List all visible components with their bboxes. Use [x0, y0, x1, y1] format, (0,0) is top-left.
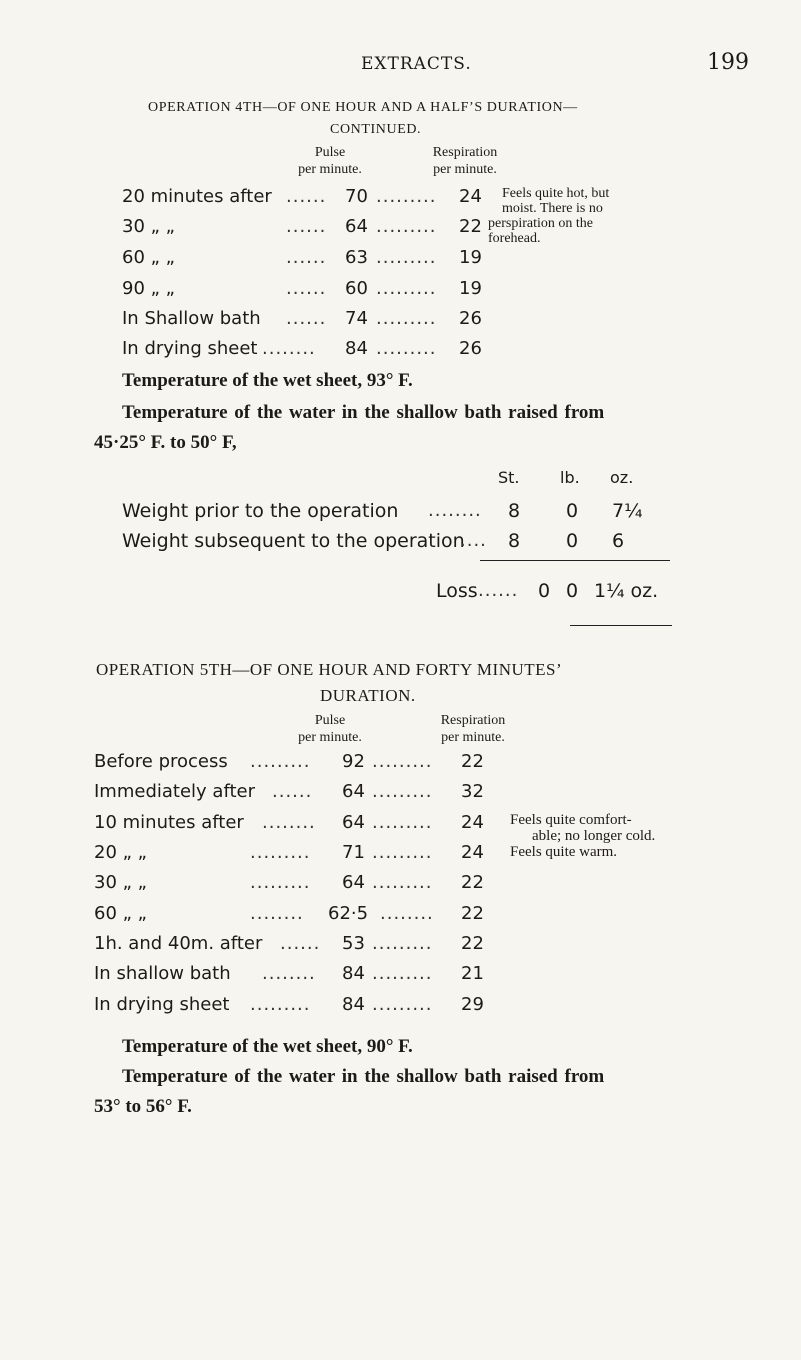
- op5-title: OPERATION 5TH—OF ONE HOUR AND FORTY MINUTES’: [96, 660, 563, 679]
- op5-respiration-header: Respiration per minute.: [440, 713, 506, 745]
- table-row: 1h. and 40m. after ...... 53 ......... 22: [94, 933, 484, 954]
- weight-subsequent-st: 8: [508, 530, 521, 552]
- weight-loss-oz: 1¼ oz.: [594, 580, 659, 602]
- weight-header-st: St.: [498, 468, 520, 487]
- table-row: Immediately after ...... 64 ......... 32: [94, 781, 484, 802]
- op5-pulse-header: Pulse per minute.: [298, 713, 362, 745]
- weight-prior-oz: 7¼: [612, 500, 643, 522]
- page-number: 199: [707, 50, 749, 75]
- weight-header-lb: lb.: [560, 468, 580, 487]
- weight-subsequent-lb: 0: [566, 530, 579, 552]
- table-row: In drying sheet ......... 84 ......... 29: [94, 994, 484, 1015]
- table-row: In shallow bath ........ 84 ......... 21: [94, 963, 484, 984]
- weight-subsequent-oz: 6: [612, 530, 625, 552]
- table-row: 60 „ „ ........ 62·5 ........ 22: [94, 903, 484, 924]
- table-row: 10 minutes after ........ 64 ......... 24: [94, 812, 484, 833]
- op4-respiration-header: Respiration per minute.: [432, 145, 498, 177]
- weight-loss-st: 0: [538, 580, 551, 602]
- op4-water-temperature: Temperature of the water in the shallow bath raised from: [122, 402, 605, 423]
- table-row: Before process ......... 92 ......... 22: [94, 751, 484, 772]
- op5-water-temperature: Temperature of the water in the shallow bath raised from: [122, 1066, 605, 1087]
- running-head: EXTRACTS.: [361, 54, 472, 74]
- weight-prior-st: 8: [508, 500, 521, 522]
- table-row: 30 „ „ ...... 64 ......... 22: [122, 216, 482, 237]
- op4-wet-sheet-temperature: Temperature of the wet sheet, 93° F.: [122, 370, 413, 391]
- table-row: 90 „ „ ...... 60 ......... 19: [122, 278, 482, 299]
- table-row: In drying sheet ........ 84 ......... 26: [122, 338, 482, 359]
- op4-observation-note: Feels quite hot, but moist. There is no perspiration on the forehead.: [488, 186, 610, 246]
- table-row: 60 „ „ ...... 63 ......... 19: [122, 247, 482, 268]
- table-row: In Shallow bath ...... 74 ......... 26: [122, 308, 482, 329]
- op4-title: OPERATION 4TH—OF ONE HOUR AND A HALF’S DURATION—: [148, 100, 578, 115]
- op4-title-continued: CONTINUED.: [330, 122, 422, 137]
- op5-observation-note: Feels quite comfort- able; no longer cold. Feels quite warm.: [510, 812, 656, 860]
- weight-prior-label: Weight prior to the operation: [122, 500, 399, 522]
- table-row: 20 minutes after ...... 70 ......... 24: [122, 186, 482, 207]
- op5-wet-sheet-temperature: Temperature of the wet sheet, 90° F.: [122, 1036, 413, 1057]
- op5-water-temperature-cont: 53° to 56° F.: [94, 1096, 192, 1117]
- divider: [480, 560, 670, 561]
- weight-prior-lb: 0: [566, 500, 579, 522]
- weight-subsequent-label: Weight subsequent to the operation: [122, 530, 465, 552]
- table-row: 20 „ „ ......... 71 ......... 24: [94, 842, 484, 863]
- op4-pulse-header: Pulse per minute.: [298, 145, 362, 177]
- divider: [570, 625, 672, 626]
- weight-loss-lb: 0: [566, 580, 579, 602]
- op4-water-temperature-cont: 45·25° F. to 50° F,: [94, 432, 237, 453]
- table-row: 30 „ „ ......... 64 ......... 22: [94, 872, 484, 893]
- weight-loss-label: Loss: [436, 580, 478, 602]
- weight-header-oz: oz.: [610, 468, 634, 487]
- op5-title-duration: DURATION.: [320, 686, 416, 705]
